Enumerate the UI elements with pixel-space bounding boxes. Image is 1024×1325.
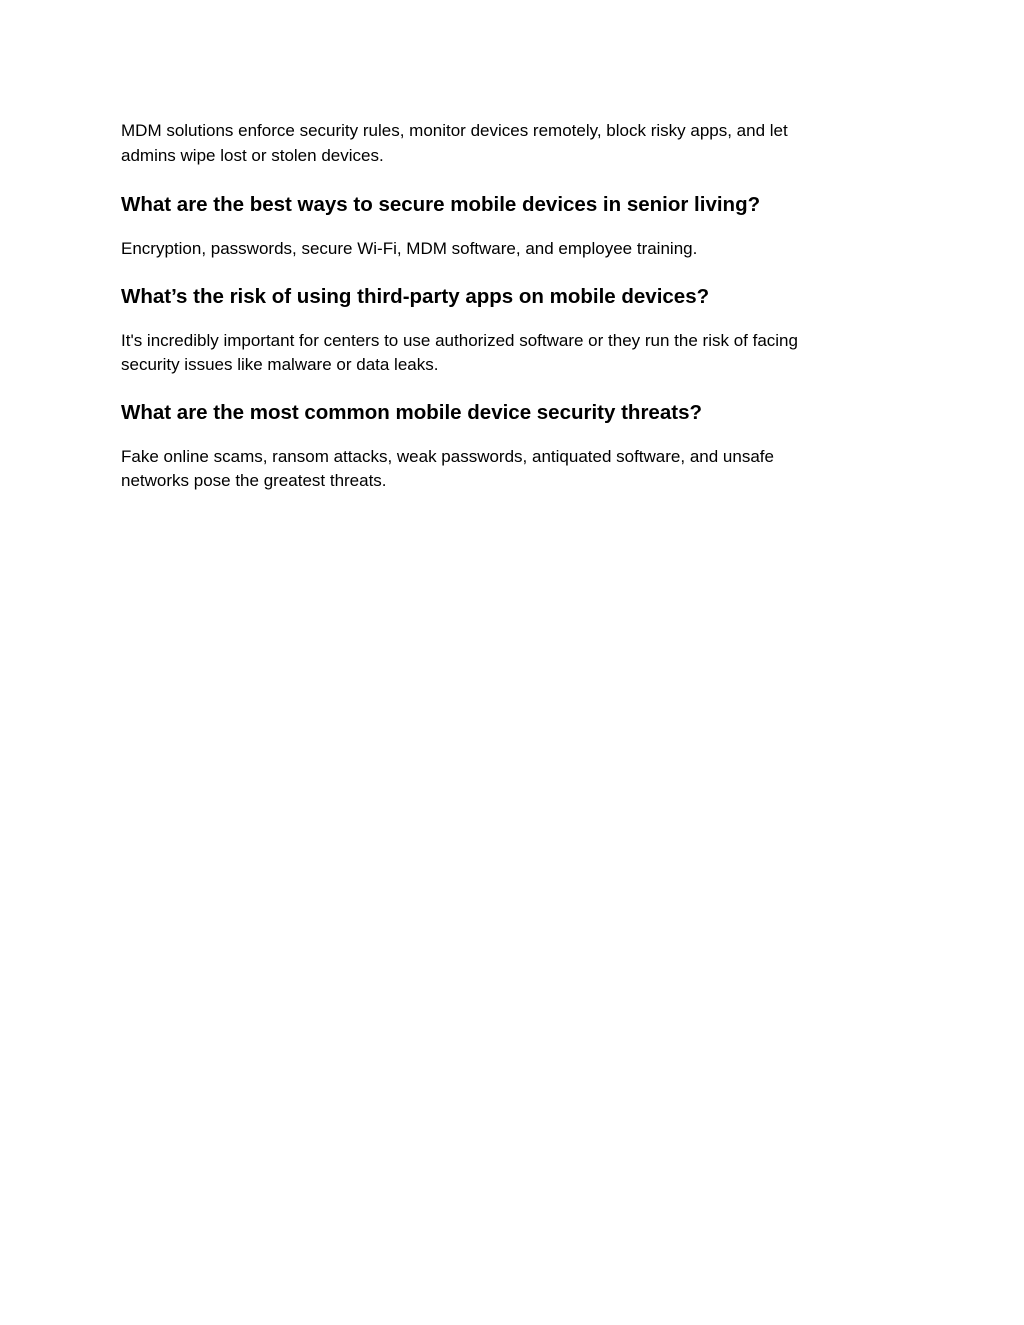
faq-answer-secure-devices: Encryption, passwords, secure Wi-Fi, MDM software, and employee training. xyxy=(121,239,698,258)
faq-question-secure-devices: What are the best ways to secure mobile devices in senior living? xyxy=(121,193,761,216)
faq-answer-common-threats: Fake online scams, ransom attacks, weak passwords, antiquated software, and unsafe networks pose the greatest threats. xyxy=(121,446,774,490)
faq-question-third-party-apps: What’s the risk of using third-party apps on mobile devices? xyxy=(121,284,710,308)
intro-paragraph: MDM solutions enforce security rules, monitor devices remotely, block risky apps, and let admins wipe lost or stolen devices. xyxy=(121,121,788,165)
faq-question-common-threats: What are the most common mobile device security threats? xyxy=(121,400,702,424)
faq-answer-third-party-apps: It's incredibly important for centers to use authorized software or they run the risk of facing security issues like malware or data leaks. xyxy=(121,330,798,374)
document-page xyxy=(121,119,881,494)
